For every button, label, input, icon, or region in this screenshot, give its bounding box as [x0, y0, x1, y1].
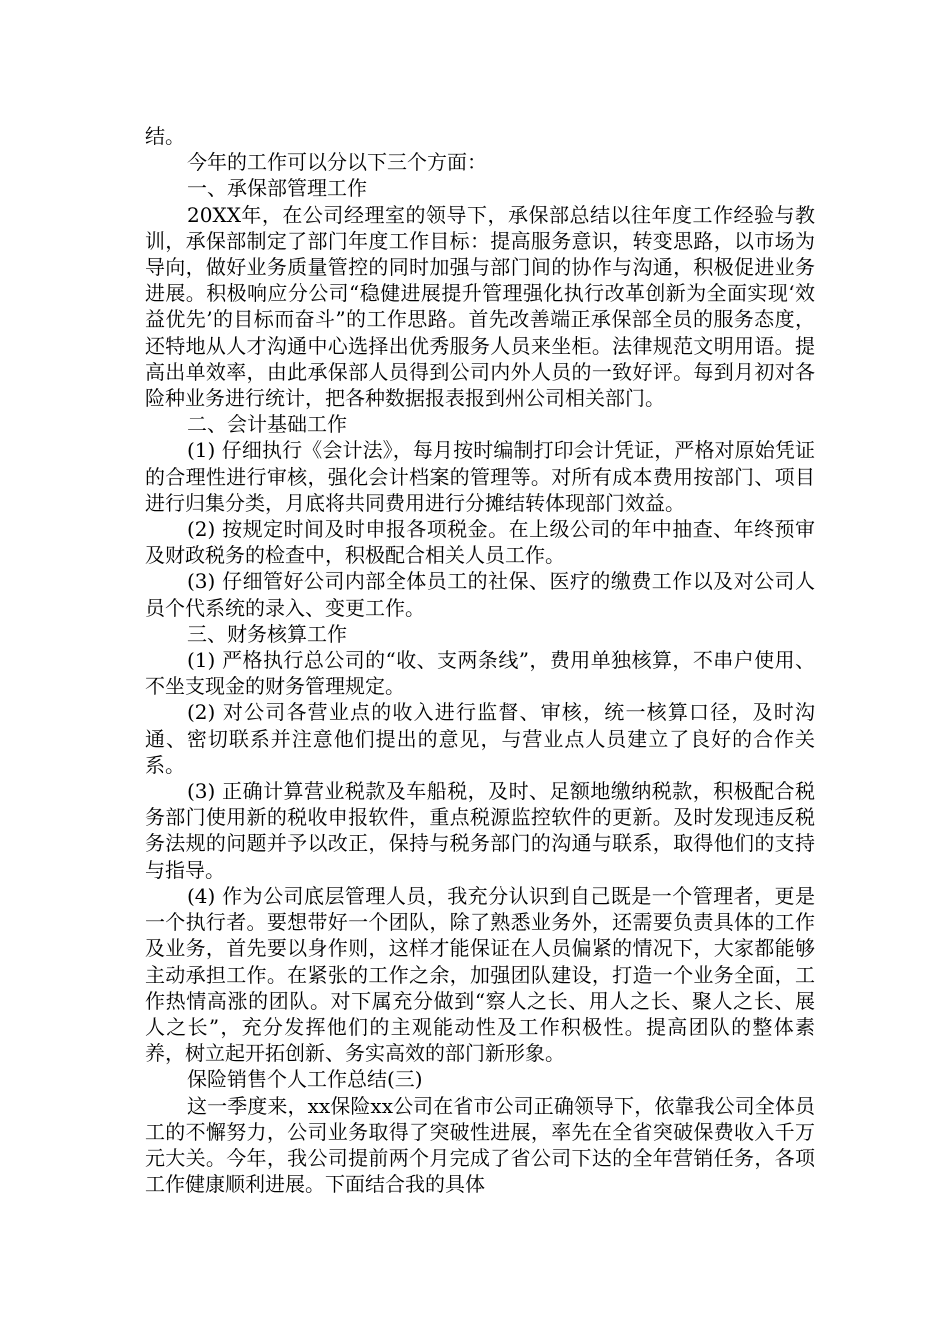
section-heading-financial: 三、财务核算工作 — [187, 621, 347, 646]
paragraph-accounting-1: (1) 仔细执行《会计法》，每月按时编制打印会计凭证，严格对原始凭证的合理性进行审核，强化会计档案的管理等。对所有成本费用按部门、项目进行归集分类，月底将共同费用进行分摊结转体现部门效益。 — [145, 438, 815, 515]
paragraph-financial-4: (4) 作为公司底层管理人员，我充分认识到自己既是一个管理者，更是一个执行者。要想带好一个团队，除了熟悉业务外，还需要负责具体的工作及业务，首先要以身作则，这样才能保证在人员偏紧的情况下，大家都能够主动承担工作。在紧张的工作之余，加强团队建设，打造一个业务全面，工作热情高涨的团队。对下属充分做到“察人之长、用人之长、聚人之长、展人之长”，充分发挥他们的主观能动性及工作积极性。提高团队的整体素养，树立起开拓创新、务实高效的部门新形象。 — [145, 883, 815, 1066]
paragraph-financial-3: (3) 正确计算营业税款及车船税，及时、足额地缴纳税款，积极配合税务部门使用新的税收申报软件，重点税源监控软件的更新。及时发现违反税务法规的问题并予以改正，保持与税务部门的沟通与联系，取得他们的支持与指导。 — [145, 779, 815, 882]
paragraph-financial-1: (1) 严格执行总公司的“收、支两条线”，费用单独核算，不串户使用、不坐支现金的财务管理规定。 — [145, 648, 815, 699]
paragraph-continuation: 结。 — [145, 124, 185, 148]
paragraph-intro: 今年的工作可以分以下三个方面： — [187, 150, 487, 175]
paragraph-summary-3: 这一季度来，xx保险xx公司在省市公司正确领导下，依靠我公司全体员工的不懈努力，公司业务取得了突破性进展，率先在全省突破保费收入千万元大关。今年，我公司提前两个月完成了省公司下达的全年营销任务，各项工作健康顺利进展。下面结合我的具体 — [145, 1093, 815, 1197]
paragraph-accounting-3: (3) 仔细管好公司内部全体员工的社保、医疗的缴费工作以及对公司人员个代系统的录入、变更工作。 — [145, 569, 815, 620]
paragraph-underwriting: 20XX年，在公司经理室的领导下，承保部总结以往年度工作经验与教训，承保部制定了部门年度工作目标：提高服务意识，转变思路，以市场为导向，做好业务质量管控的同时加强与部门间的协作与沟通，积极促进业务进展。积极响应分公司“稳健进展提升管理强化执行改革创新为全面实现‘效益优先’的目标而奋斗”的工作思路。首先改善端正承保部全员的服务态度，还特地从人才沟通中心选择出优秀服务人员来坐柜。法律规范文明用语。提高出单效率，由此承保部人员得到公司内外人员的一致好评。每到月初对各险种业务进行统计，把各种数据报表报到州公司相关部门。 — [145, 202, 815, 411]
paragraph-financial-2: (2) 对公司各营业点的收入进行监督、审核，统一核算口径，及时沟通、密切联系并注意他们提出的意见，与营业点人员建立了良好的合作关系。 — [145, 700, 815, 777]
section-heading-accounting: 二、会计基础工作 — [187, 412, 347, 437]
paragraph-accounting-2: (2) 按规定时间及时申报各项税金。在上级公司的年中抽查、年终预审及财政税务的检查中，积极配合相关人员工作。 — [145, 517, 815, 568]
section-heading-summary-3: 保险销售个人工作总结(三) — [187, 1067, 423, 1092]
document-body — [145, 123, 815, 1197]
section-heading-underwriting: 一、承保部管理工作 — [187, 176, 367, 201]
